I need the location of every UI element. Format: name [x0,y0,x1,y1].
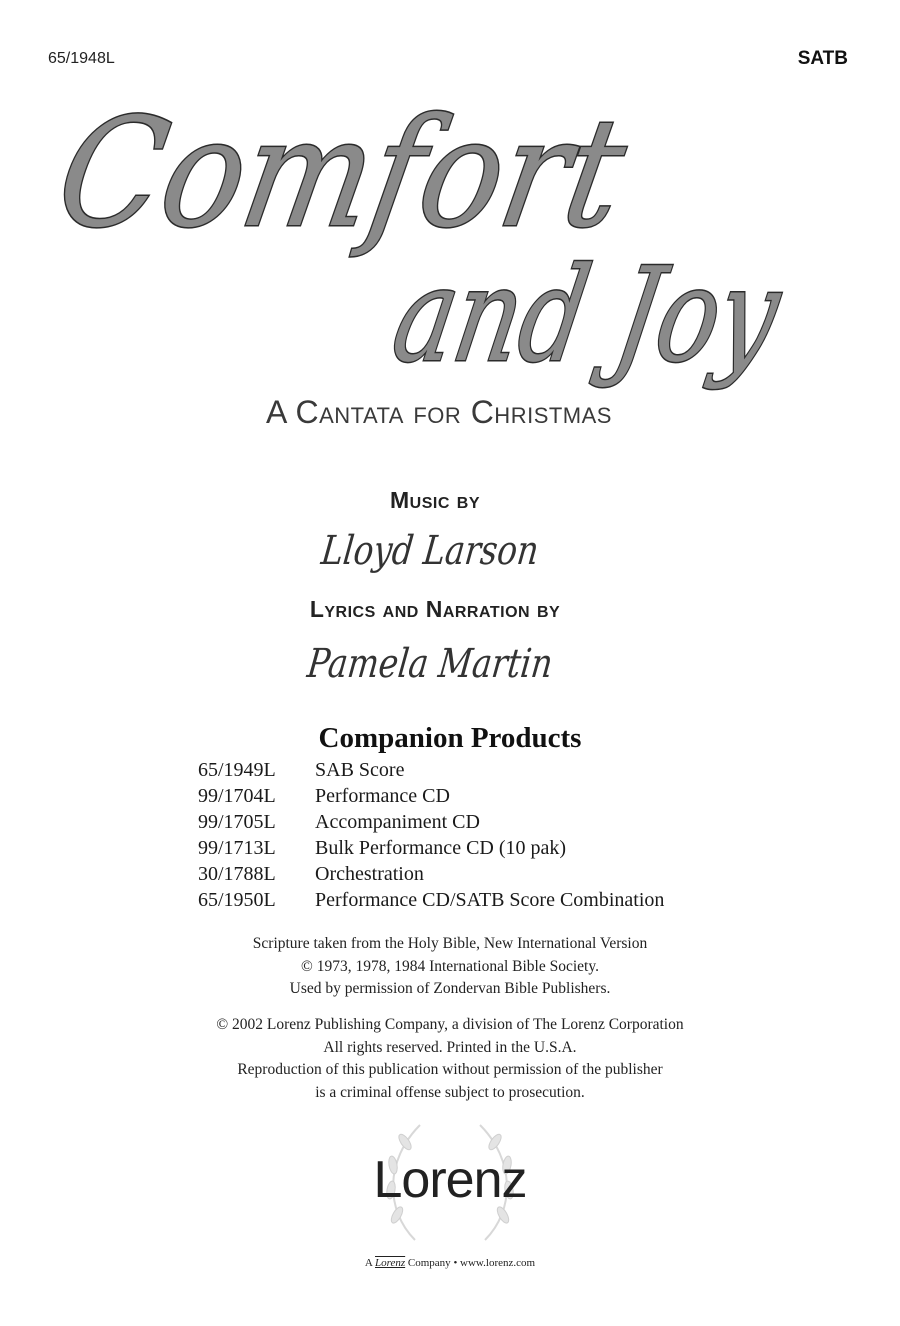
scripture-line: © 1973, 1978, 1984 International Bible Society. [301,957,599,975]
product-row [198,757,664,783]
subtitle: A Cantata for Christmas [266,394,612,430]
title-line-2: and Joy [383,238,900,391]
product-name: Performance CD/SATB Score Combination [315,889,665,911]
product-row [198,783,664,809]
scripture-line: Used by permission of Zondervan Bible Publishers. [289,980,611,997]
title-artwork [46,70,900,450]
footer-prefix: A [364,1257,373,1269]
composer-signature: Lloyd Larson [318,528,541,574]
copyright-notice [0,1014,900,1104]
footer-brand: Lorenz [375,1257,406,1269]
lyrics-by-label: Lyrics and Narration by [309,596,561,622]
title-line-1: Comfort [46,86,703,261]
product-code: 65/1950L [198,889,276,911]
product-name: Accompaniment CD [315,811,480,833]
product-code: 99/1713L [198,837,276,859]
copyright-line: is a criminal offense subject to prosecution. [315,1083,585,1101]
scripture-notice [0,933,900,1001]
product-name: Orchestration [315,863,424,885]
scripture-line: Scripture taken from the Holy Bible, New International Version [252,935,648,952]
publisher-logo: Lorenz [373,1151,527,1209]
music-by-label: Music by [389,487,480,513]
footer-line [0,1257,900,1269]
voicing-label: SATB [797,48,848,69]
copyright-line: Reproduction of this publication without permission of the publisher [237,1061,663,1078]
catalog-number: 65/1948L [48,50,115,67]
footer-suffix: Company [407,1257,451,1269]
product-row [198,887,664,913]
product-code: 99/1704L [198,785,276,807]
product-name: Bulk Performance CD (10 pak) [315,837,567,859]
product-code: 65/1949L [198,759,276,781]
companion-products-list [198,757,664,913]
product-code: 30/1788L [198,863,276,885]
copyright-line: All rights reserved. Printed in the U.S.A. [323,1038,577,1056]
copyright-line: © 2002 Lorenz Publishing Company, a division of The Lorenz Corporation [216,1016,684,1033]
product-name: SAB Score [315,759,405,781]
product-row [198,809,664,835]
product-name: Performance CD [315,785,450,807]
companion-products-heading: Companion Products [318,722,582,754]
product-row [198,861,664,887]
product-row [198,835,664,861]
footer-separator: • [453,1257,458,1269]
lyricist-signature: Pamela Martin [304,641,556,687]
product-code: 99/1705L [198,811,276,833]
footer-url: www.lorenz.com [460,1257,536,1269]
